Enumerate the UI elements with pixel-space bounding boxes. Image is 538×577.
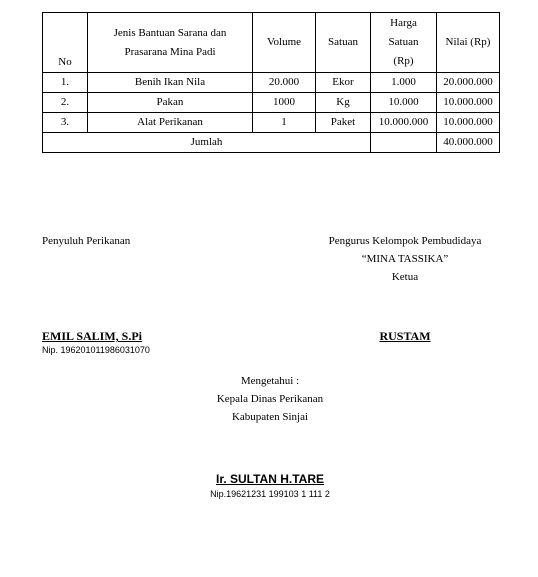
header-harga-line1: Harga [390, 17, 417, 29]
table-header-row [43, 13, 500, 73]
budget-table [42, 12, 500, 153]
total-label: Jumlah [43, 133, 371, 153]
acknowledgement-line2: Kepala Dinas Perikanan [216, 393, 324, 405]
acknowledgement-line3: Kabupaten Sinjai [231, 411, 309, 423]
right-signer-name: RUSTAM [379, 329, 431, 343]
header-jenis-line2: Prasarana Mina Padi [124, 45, 216, 58]
table-row [43, 113, 500, 133]
cell-jenis: Alat Perikanan [88, 113, 253, 133]
left-signer-nip: Nip. 196201011986031070 [42, 345, 150, 355]
center-signer-nip: Nip.19621231 199103 1 111 2 [210, 489, 330, 499]
cell-jenis: Benih Ikan Nila [88, 73, 253, 93]
cell-satuan: Paket [316, 113, 371, 133]
right-signer-block [320, 232, 490, 286]
cell-nilai: 10.000.000 [437, 113, 500, 133]
header-jenis [88, 13, 253, 73]
left-signer-role: Penyuluh Perikanan [42, 235, 131, 247]
cell-volume: 20.000 [253, 73, 316, 93]
cell-volume: 1000 [253, 93, 316, 113]
cell-nilai: 10.000.000 [437, 93, 500, 113]
left-signer-name: EMIL SALIM, S.Pi [42, 329, 143, 343]
cell-volume: 1 [253, 113, 316, 133]
header-volume-label: Volume [266, 36, 302, 49]
right-signer-role-line3: Ketua [391, 271, 419, 283]
cell-satuan: Ekor [316, 73, 371, 93]
cell-nilai: 20.000.000 [437, 73, 500, 93]
header-no-label: No [58, 56, 72, 69]
total-value: 40.000.000 [437, 133, 500, 153]
cell-jenis: Pakan [88, 93, 253, 113]
table-row [43, 93, 500, 113]
cell-harga: 1.000 [371, 73, 437, 93]
cell-no: 1. [43, 73, 88, 93]
cell-harga: 10.000.000 [371, 113, 437, 133]
header-volume [253, 13, 316, 73]
acknowledgement-block [170, 372, 370, 426]
header-harga-line2: Satuan [388, 36, 419, 48]
header-harga-line3: (Rp) [393, 55, 414, 67]
right-signer-role-line1: Pengurus Kelompok Pembudidaya [328, 235, 482, 247]
cell-satuan: Kg [316, 93, 371, 113]
header-no [43, 13, 88, 73]
header-nilai-label: Nilai (Rp) [445, 36, 491, 49]
center-signer-name: Ir. SULTAN H.TARE [216, 472, 324, 486]
header-satuan-label: Satuan [328, 36, 358, 49]
cell-no: 3. [43, 113, 88, 133]
header-satuan [316, 13, 371, 73]
table-total-row [43, 133, 500, 153]
header-harga [371, 13, 437, 73]
header-nilai [437, 13, 500, 73]
right-signer-role-line2: “MINA TASSIKA” [361, 253, 449, 265]
cell-no: 2. [43, 93, 88, 113]
acknowledgement-line1: Mengetahui : [240, 375, 300, 387]
total-empty-cell [371, 133, 437, 153]
header-jenis-line1: Jenis Bantuan Sarana dan [113, 26, 227, 39]
cell-harga: 10.000 [371, 93, 437, 113]
table-row [43, 73, 500, 93]
